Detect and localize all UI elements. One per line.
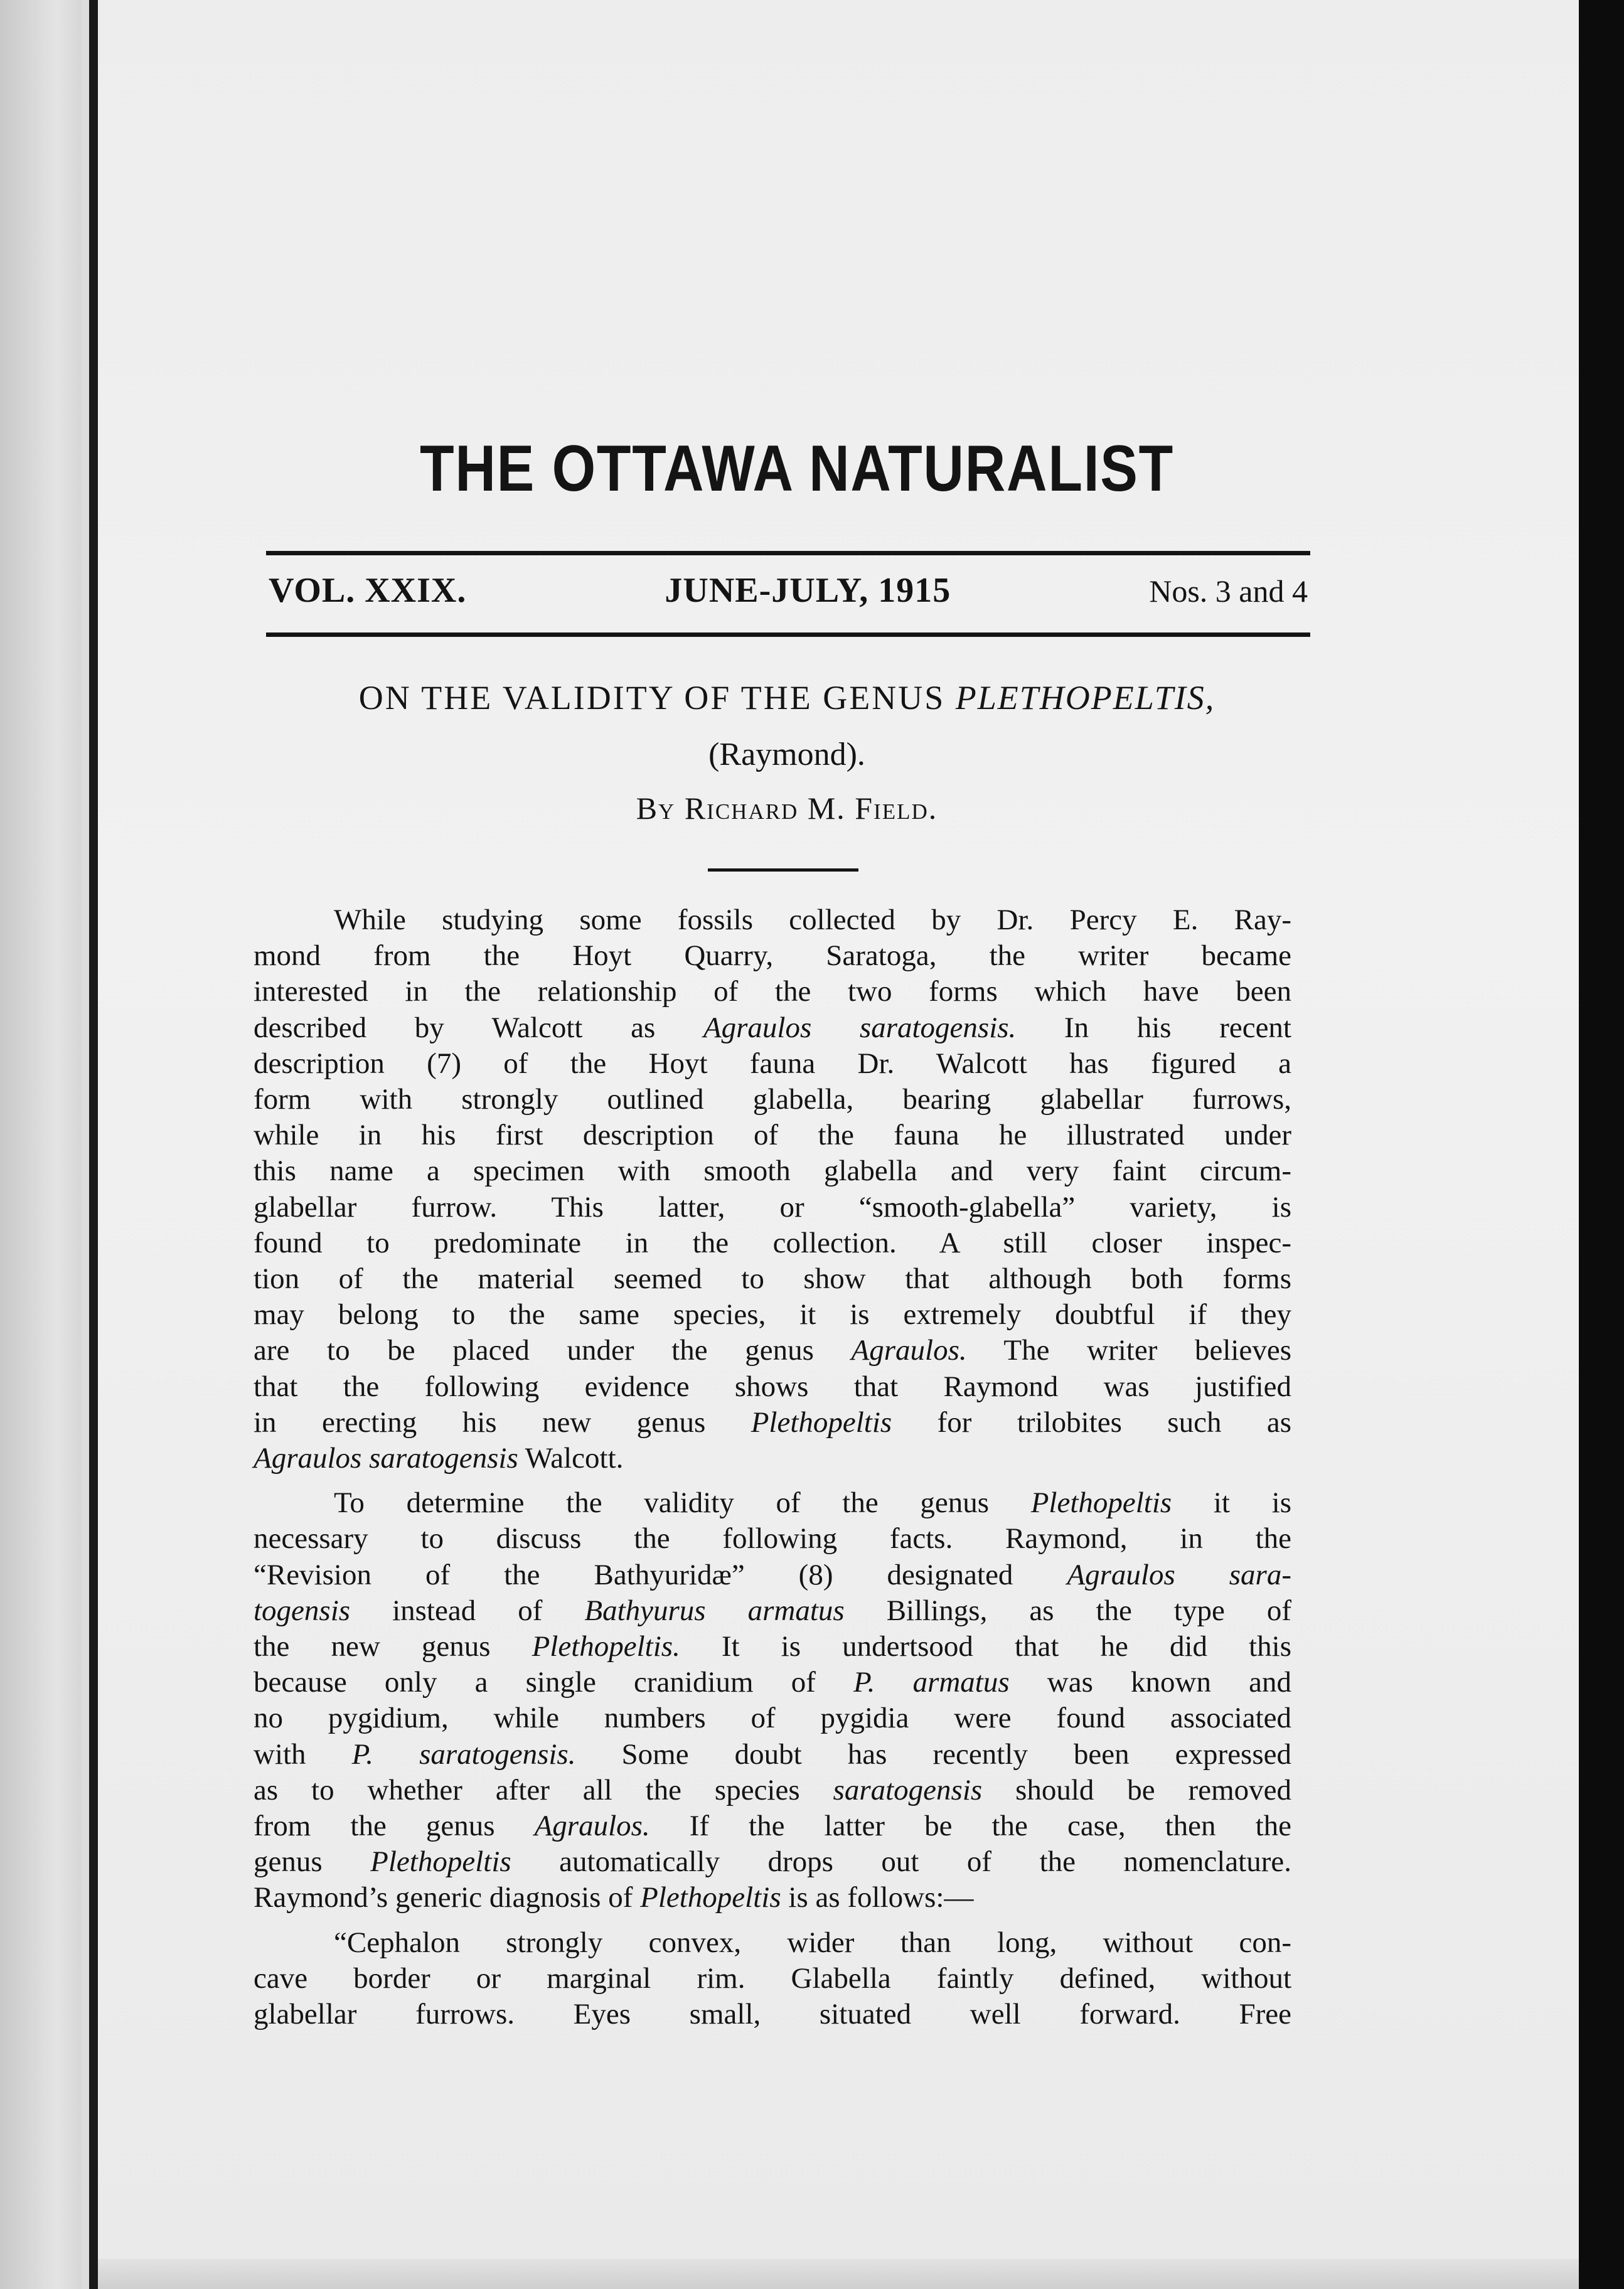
text-run: The writer believes: [966, 1334, 1292, 1367]
text-line: [254, 1153, 1291, 1189]
byline: By Richard M. Field.: [636, 791, 938, 826]
text-run: description (7) of the Hoyt fauna Dr. Walcott has figured a: [254, 1047, 1291, 1080]
text-line: [254, 1333, 1291, 1369]
article-title: [266, 678, 1308, 718]
text-run: glabellar furrows. Eyes small, situated well forward. Free: [254, 1998, 1291, 2031]
italic-text: Agraulos saratogensis.: [703, 1011, 1017, 1044]
text-line: [254, 1593, 1291, 1629]
text-run: form with strongly outlined glabella, bearing glabellar furrows,: [254, 1083, 1291, 1116]
text-line: [254, 1082, 1291, 1118]
text-line: [254, 1225, 1291, 1261]
paragraph: [254, 1485, 1291, 1916]
text-line: [254, 1521, 1291, 1557]
text-run: genus: [254, 1845, 371, 1879]
text-run: is as follows:—: [781, 1881, 974, 1914]
paragraph: [254, 1925, 1291, 2033]
article-subtitle: (Raymond).: [708, 737, 865, 772]
text-run: this name a specimen with smooth glabella and very faint circum-: [254, 1155, 1291, 1188]
text-run: While studying some fossils collected by Dr. Percy E. Ray-: [334, 904, 1291, 936]
scan-right-edge: [1579, 0, 1624, 2289]
text-run: for trilobites such as: [892, 1406, 1292, 1439]
italic-text: Bathyurus armatus: [584, 1594, 845, 1627]
text-run: should be removed: [982, 1773, 1291, 1806]
text-run: In his recent: [1016, 1011, 1291, 1044]
text-run: “Cephalon strongly convex, wider than long, without con-: [334, 1926, 1291, 1959]
text-run: glabellar furrow. This latter, or “smooth-glabella” variety, is: [254, 1190, 1291, 1224]
italic-text: Plethopeltis: [751, 1406, 892, 1439]
text-run: with: [254, 1737, 352, 1771]
text-line: [254, 1997, 1291, 2032]
italic-text: Plethopeltis.: [532, 1630, 680, 1663]
text-run: from the genus: [254, 1810, 535, 1843]
text-run: necessary to discuss the following facts. Raymond, in the: [254, 1522, 1291, 1555]
text-line: [254, 1118, 1291, 1153]
issue-volume: VOL. XXIX.: [269, 571, 467, 610]
italic-text: Plethopeltis: [1030, 1486, 1172, 1520]
italic-text: saratogensis: [833, 1773, 983, 1806]
text-line: [254, 1665, 1291, 1700]
scan-left-margin: [0, 0, 82, 2289]
italic-text: Plethopeltis: [370, 1845, 511, 1879]
italic-text: Agraulos saratogensis: [254, 1442, 518, 1475]
italic-text: Plethopeltis: [640, 1881, 781, 1914]
text-run: because only a single cranidium of: [254, 1666, 854, 1699]
text-run: are to be placed under the genus: [254, 1334, 852, 1367]
text-line: [254, 1773, 1291, 1808]
text-run: tion of the material seemed to show that although both forms: [254, 1262, 1291, 1296]
text-line: [254, 1485, 1291, 1521]
issue-numbers: Nos. 3 and 4: [1149, 574, 1308, 609]
article-body: [254, 902, 1291, 2041]
text-run: mond from the Hoyt Quarry, Saratoga, the writer became: [254, 939, 1291, 973]
text-line: [254, 1629, 1291, 1665]
text-line: [254, 1441, 1291, 1476]
text-line: [254, 1557, 1291, 1593]
text-run: If the latter be the case, then the: [649, 1810, 1291, 1843]
text-run: To determine the validity of the genus: [334, 1486, 1031, 1520]
text-line: [254, 1010, 1291, 1046]
text-line: [254, 1961, 1291, 1997]
text-line: [254, 1046, 1291, 1082]
text-line: [254, 938, 1291, 974]
masthead-rule-top: [266, 551, 1310, 555]
text-run: described by Walcott as: [254, 1011, 703, 1044]
issue-line: [269, 570, 1308, 612]
italic-text: Agraulos sara-: [1067, 1558, 1291, 1591]
text-line: [254, 1844, 1291, 1880]
text-run: interested in the relationship of the two forms which have been: [254, 975, 1291, 1008]
text-run: while in his first description of the fauna he illustrated under: [254, 1119, 1291, 1152]
text-line: [254, 902, 1291, 938]
text-line: [254, 1190, 1291, 1225]
text-run: it is: [1172, 1486, 1292, 1520]
issue-date: JUNE-JULY, 1915: [665, 571, 951, 610]
text-run: as to whether after all the species: [254, 1773, 833, 1806]
text-run: Some doubt has recently been expressed: [575, 1737, 1292, 1771]
text-line: [254, 1261, 1291, 1297]
text-run: instead of: [350, 1594, 585, 1627]
italic-text: togensis: [254, 1594, 351, 1627]
article-title-prefix: ON THE VALIDITY OF THE GENUS: [358, 679, 956, 717]
text-line: [254, 974, 1291, 1010]
text-run: may belong to the same species, it is extremely doubtful if they: [254, 1298, 1291, 1331]
scan-bottom-edge: [98, 2259, 1579, 2289]
article-title-genus: PLETHOPELTIS,: [955, 679, 1215, 717]
text-run: Walcott.: [518, 1442, 624, 1475]
masthead-rule-bottom: [266, 632, 1310, 637]
text-run: automatically drops out of the nomenclature.: [511, 1845, 1291, 1879]
italic-text: P. saratogensis.: [351, 1737, 576, 1771]
text-line: [254, 1880, 1291, 1916]
text-run: in erecting his new genus: [254, 1406, 751, 1439]
text-line: [254, 1405, 1291, 1441]
text-run: cave border or marginal rim. Glabella faintly defined, without: [254, 1961, 1291, 1995]
italic-text: P. armatus: [853, 1666, 1010, 1699]
text-line: [254, 1808, 1291, 1844]
text-run: the new genus: [254, 1630, 532, 1663]
journal-title: THE OTTAWA NATURALIST: [419, 432, 1175, 505]
text-line: [254, 1737, 1291, 1773]
text-line: [254, 1297, 1291, 1333]
text-line: [254, 1700, 1291, 1736]
text-run: was known and: [1009, 1666, 1291, 1699]
text-run: “Revision of the Bathyuridæ” (8) designated: [254, 1558, 1067, 1591]
text-run: found to predominate in the collection. A still closer inspec-: [254, 1226, 1291, 1259]
italic-text: Agraulos.: [851, 1334, 967, 1367]
text-run: no pygidium, while numbers of pygidia were found associated: [254, 1702, 1291, 1735]
text-run: It is undertsood that he did this: [680, 1630, 1291, 1663]
text-run: Raymond’s generic diagnosis of: [254, 1881, 641, 1914]
paragraph: [254, 902, 1291, 1476]
text-run: that the following evidence shows that Raymond was justified: [254, 1370, 1291, 1403]
italic-text: Agraulos.: [534, 1810, 650, 1843]
text-line: [254, 1925, 1291, 1961]
text-line: [254, 1369, 1291, 1405]
binding-line: [89, 0, 98, 2289]
text-run: Billings, as the type of: [844, 1594, 1292, 1627]
section-divider: [708, 868, 858, 872]
